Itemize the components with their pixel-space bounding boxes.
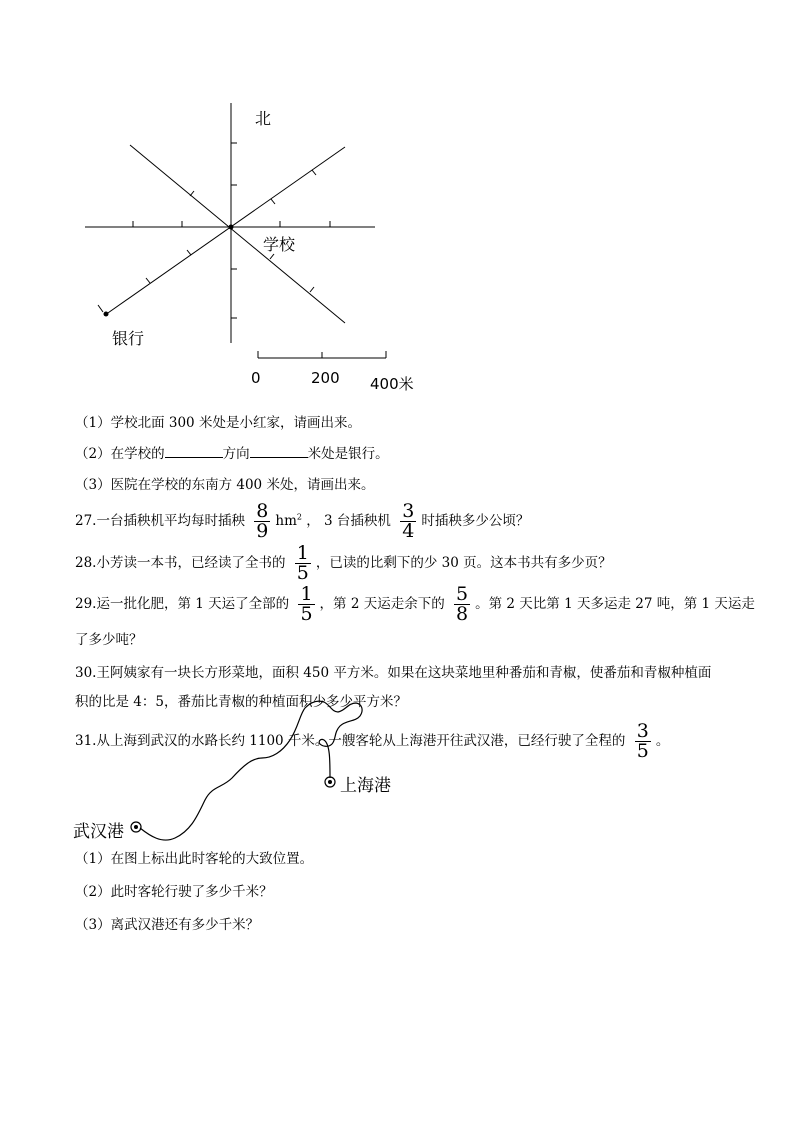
fraction-8-9: $\frac{8}{9}$ (256, 500, 269, 542)
q26-part1: （1）学校北面 300 米处是小红家，请画出来。 (75, 415, 361, 431)
question-29: 29.运一批化肥，第 1 天运了全部的 $\frac{1}{5}$ ，第 2 天运走余下的 $\frac{5}{8}$ 。第 2 天比第 1 天多运走 27 吨，第 1 天运走 (75, 583, 755, 625)
school-point (229, 225, 234, 230)
question-29-line2: 了多少吨？ (75, 632, 143, 648)
q26-part3: （3）医院在学校的东南方 400 米处，请画出来。 (75, 477, 375, 493)
question-30-line1: 30.王阿姨家有一块长方形菜地，面积 450 平方米。如果在这块菜地里种番茄和青椒，使番茄和青椒种植面 (75, 665, 712, 681)
q31-part3: （3）离武汉港还有多少千米？ (75, 917, 260, 933)
question-31: 31.从上海到武汉的水路长约 1100 千米。一艘客轮从上海港开往武汉港，已经行驶了全程的 $\frac{3}{5}$ 。 (75, 720, 670, 762)
answer-blank-direction[interactable] (165, 445, 223, 458)
fraction-3-4: $\frac{3}{4}$ (402, 500, 415, 542)
north-label: 北 (255, 109, 272, 128)
shanghai-port-marker (325, 777, 335, 787)
q26-part2: （2）在学校的 方向 米处是银行。 (75, 446, 389, 462)
fraction-5-8: $\frac{5}{8}$ (456, 583, 469, 625)
q31-part1: （1）在图上标出此时客轮的大致位置。 (75, 851, 314, 867)
fraction-1-5-b: $\frac{1}{5}$ (300, 583, 313, 625)
question-30-line2: 积的比是 4：5，番茄比青椒的种植面积少多少平方米？ (75, 694, 407, 710)
bank-label: 银行 (112, 329, 145, 348)
fraction-3-5: $\frac{3}{5}$ (636, 720, 649, 762)
question-27: 27.一台插秧机平均每时插秧 $\frac{8}{9}$ $hm^2$ ， 3 台插秧机 $\frac{3}{4}$ 时插秧多少公顷？ (75, 500, 530, 542)
wuhan-port-label: 武汉港 (73, 822, 124, 842)
school-label: 学校 (263, 235, 296, 254)
wuhan-port-marker (131, 822, 141, 832)
question-28: 28.小芳读一本书，已经读了全书的 $\frac{1}{5}$ ，已读的比剩下的少 30 页。这本书共有多少页？ (75, 542, 612, 584)
answer-blank-distance[interactable] (250, 445, 308, 458)
fraction-1-5: $\frac{1}{5}$ (296, 542, 309, 584)
bank-point (104, 312, 109, 317)
q31-part2: （2）此时客轮行驶了多少千米？ (75, 884, 273, 900)
scale-label-200: 200 (311, 369, 340, 387)
scale-label-400: 400米 (370, 375, 414, 393)
scale-label-0: 0 (251, 369, 261, 387)
shanghai-port-label: 上海港 (340, 776, 391, 796)
northeast-southwest-line (105, 147, 345, 315)
